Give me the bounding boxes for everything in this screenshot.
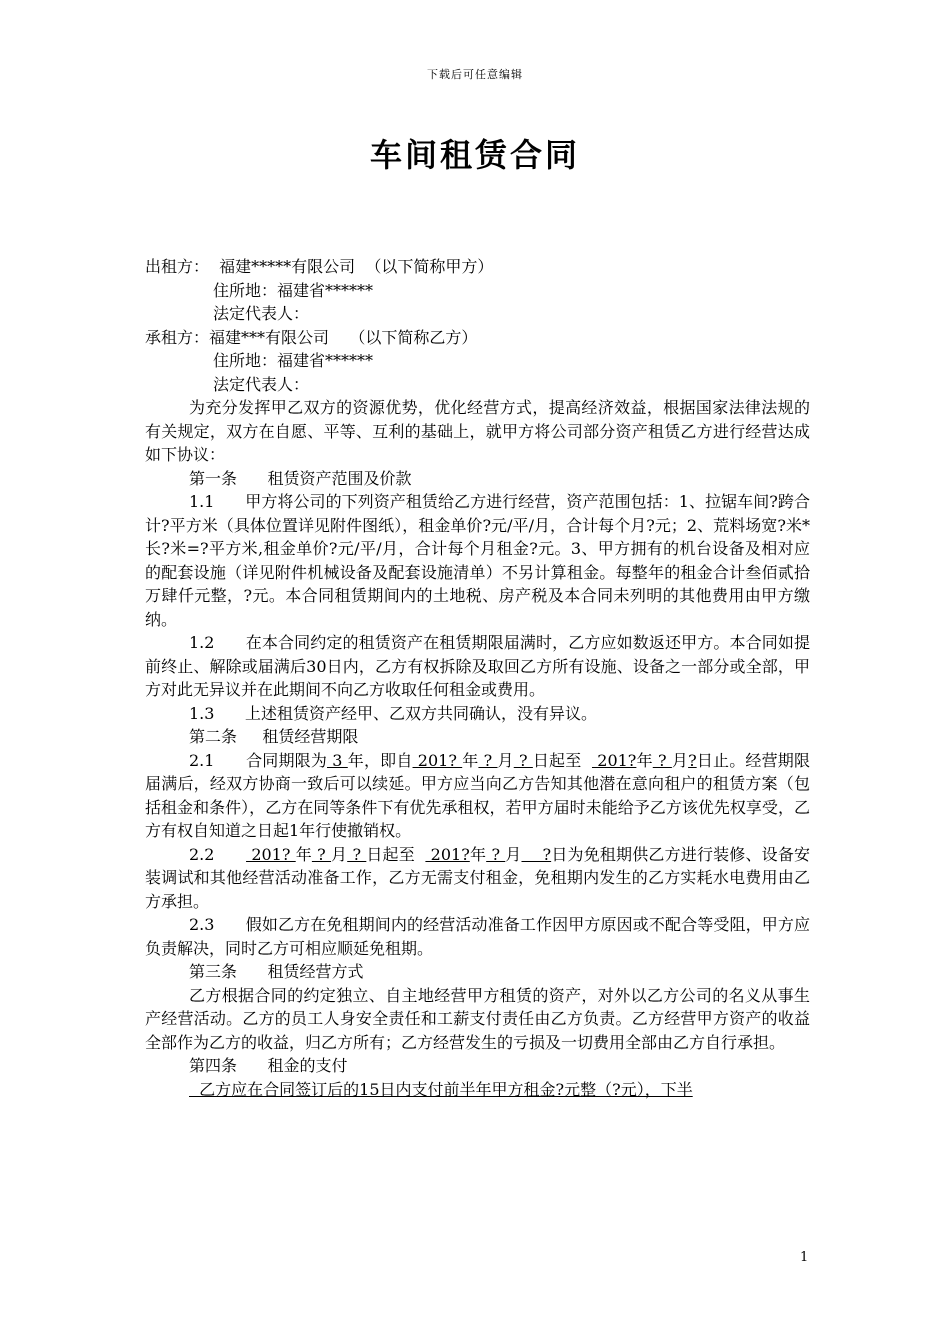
clause-2-1-text: 月: [497, 750, 514, 770]
lessee-line: 承租方：福建***有限公司 （以下简称乙方）: [145, 327, 478, 347]
header-note: 下载后可任意编辑: [427, 68, 523, 81]
lessee-representative: 法定代表人：: [213, 374, 310, 394]
free-start-month: ?: [311, 844, 332, 864]
article-4-paragraph: 乙方应在合同签订后的15日内支付前半年甲方租金?元整（?元），下半: [189, 1079, 693, 1099]
clause-2-2-text: 日为免租期供乙方进行装修、设备安装调试和其他经营活动准备工作，乙方无需支付租金，免租期内发生的乙方实耗水电费用由乙方承担。: [145, 844, 811, 911]
clause-2-2-text: 月: [331, 844, 348, 864]
clause-2-1: [145, 749, 810, 843]
clause-2-1-text: 年: [636, 750, 653, 770]
end-year: 201?: [591, 750, 637, 770]
clause-2-3: 2.3 假如乙方在免租期间内的经营活动准备工作因甲方原因或不配合等受阻，甲方应负责解决，同时乙方可相应顺延免租期。: [145, 915, 810, 958]
lessor-representative: 法定代表人：: [213, 304, 310, 323]
clause-1-1: 1.1 甲方将公司的下列资产租赁给乙方进行经营，资产范围包括：1、拉锯车间?跨合计?平方米（具体位置详见附件图纸），租金单价?元/平/月，合计每个月?元；2、荒料场宽?米*长?米=?平方米,租金单价?元/平/月，合计每个月租金?元。3、甲方拥有的机台设备及相对应的配套设施（详见附件机械设备及配套设施清单）不另计算租金。每整年的租金合计叁佰贰拾万肆仟元整，?元。本合同租赁期间内的土地税、房产税及本合同未列明的其他费用由甲方缴纳。: [145, 492, 810, 629]
free-start-day: ?: [347, 844, 367, 864]
article-1-heading: 第一条 租赁资产范围及价款: [189, 468, 412, 488]
page-number: 1: [800, 1250, 809, 1265]
term-years: 3: [327, 750, 348, 770]
free-start-year: 201?: [246, 844, 296, 864]
start-year: 201?: [412, 750, 463, 770]
clause-2-2-text: 2.2: [189, 844, 247, 864]
clause-2-1-text: 日止。经营期限届满后，经双方协商一致后可以续延。甲方应当向乙方告知其他潜在意向租户的租赁方案（包括租金和条件），乙方在同等条件下有优先承租权，若甲方届时未能给予乙方该优先权享受，乙方有权自知道之日起1年行使撤销权。: [145, 750, 810, 840]
end-day: ?: [688, 750, 697, 770]
lessor-line: 出租方： 福建*****有限公司 （以下简称甲方）: [145, 257, 494, 276]
clause-2-2-text: 月: [505, 844, 522, 864]
intro-paragraph: 为充分发挥甲乙双方的资源优势，优化经营方式，提高经济效益，根据国家法律法规的有关规定，双方在自愿、平等、互利的基础上，就甲方将公司部分资产租赁乙方进行经营达成如下协议：: [145, 398, 810, 464]
start-month: ?: [478, 750, 498, 770]
clause-2-1-text: 日起至: [532, 750, 592, 770]
clause-2-2-text: 年: [469, 844, 487, 864]
article-2-heading: 第二条 租赁经营期限: [189, 727, 359, 746]
contract-body: [145, 255, 810, 1101]
clause-2-1-text: 月: [671, 750, 689, 770]
free-end-year: 201?: [425, 844, 470, 864]
free-end-day: ?: [521, 844, 552, 864]
article-4-heading: 第四条 租金的支付: [189, 1056, 348, 1075]
free-end-month: ?: [486, 844, 506, 864]
clause-2-1-text: 年: [462, 750, 479, 770]
clause-2-1-text: 2.1 合同期限为: [189, 750, 328, 770]
clause-1-2: 1.2 在本合同约定的租赁资产在租赁期限届满时，乙方应如数返还甲方。本合同如提前终止、解除或届满后30日内，乙方有权拆除及取回乙方所有设施、设备之一部分或全部，甲方对此无异议并在此期间不向乙方收取任何租金或费用。: [145, 633, 810, 699]
article-3-heading: 第三条 租赁经营方式: [189, 962, 364, 981]
clause-1-3: 1.3 上述租赁资产经甲、乙双方共同确认，没有异议。: [189, 703, 597, 723]
document-title: 车间租赁合同: [369, 136, 580, 174]
clause-2-2-text: 年: [295, 844, 312, 864]
lessor-address: 住所地：福建省******: [213, 280, 374, 300]
start-day: ?: [513, 750, 533, 770]
article-3-paragraph: 乙方根据合同的约定独立、自主地经营甲方租赁的资产，对外以乙方公司的名义从事生产经营活动。乙方的员工人身安全责任和工薪支付责任由乙方负责。乙方经营甲方资产的收益全部作为乙方的收益，归乙方所有；乙方经营发生的亏损及一切费用全部由乙方自行承担。: [145, 985, 810, 1052]
lessee-address: 住所地：福建省******: [213, 351, 374, 370]
clause-2-1-text: 年，即自: [347, 750, 413, 770]
end-month: ?: [652, 750, 672, 770]
clause-2-2: [145, 843, 810, 914]
clause-2-2-text: 日起至: [366, 844, 426, 864]
